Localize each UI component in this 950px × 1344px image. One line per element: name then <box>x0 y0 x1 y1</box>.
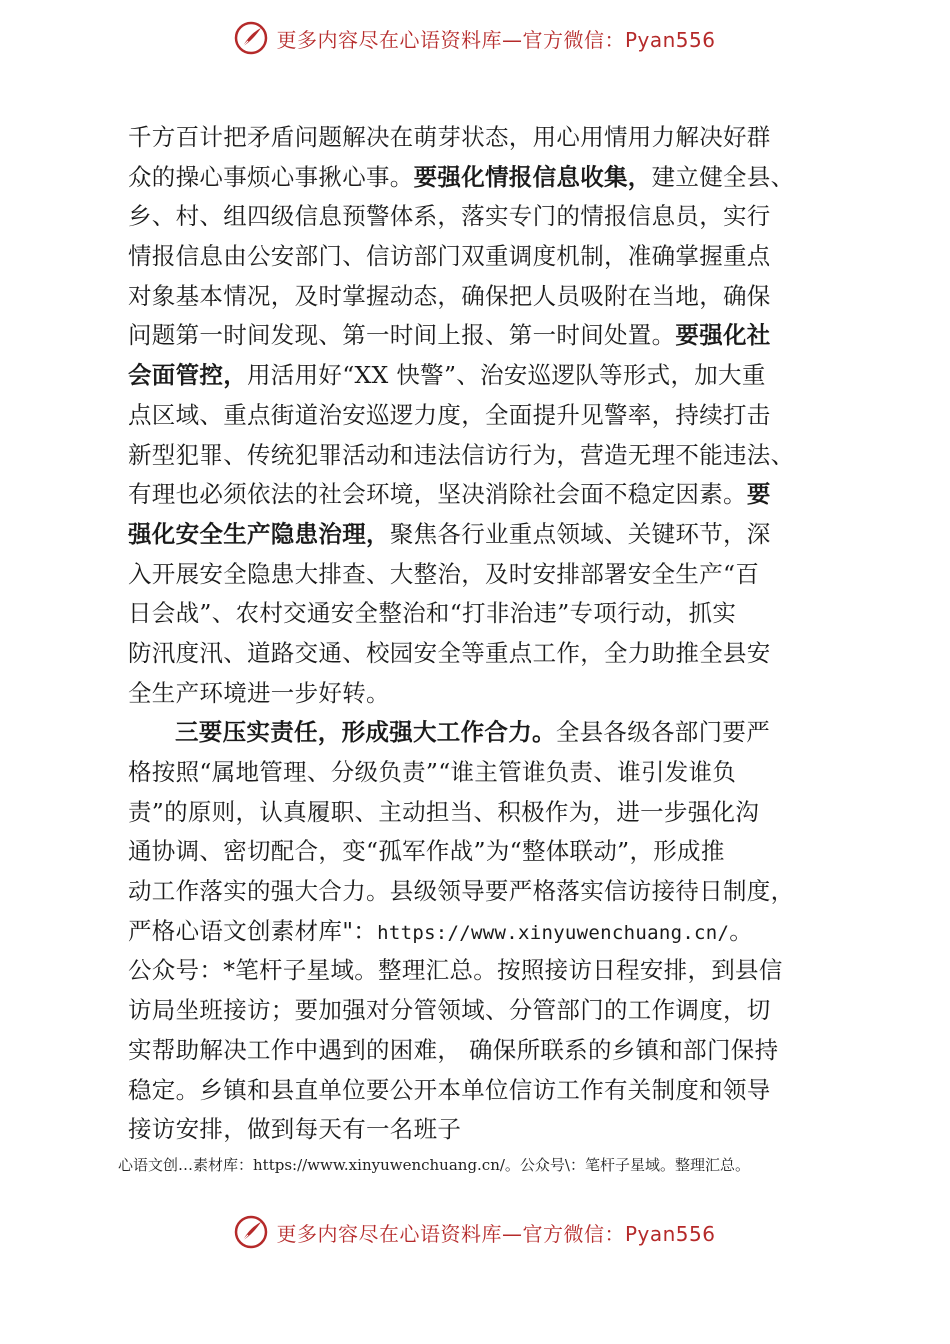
text-run: 对象基本情况，及时掌握动态，确保把人员吸附在当地，确保 <box>128 281 771 310</box>
text-line <box>128 912 828 952</box>
text-run: 责”的原则，认真履职、主动担当、积极作为，进一步强化沟 <box>128 797 760 826</box>
text-line <box>128 713 828 753</box>
text-line <box>128 832 828 872</box>
text-line <box>128 872 828 912</box>
footer-source-note: 心语文创…素材库：https://www.xinyuwenchuang.cn/。公众号\：笔杆子星域。整理汇总。 <box>118 1156 750 1174</box>
text-line <box>128 634 828 674</box>
text-line <box>128 1031 828 1071</box>
bold-text-run: 要强化情报信息收集， <box>413 162 652 191</box>
bold-text-run: 三要压实责任，形成强大工作合力。 <box>175 718 556 747</box>
text-run: 接访安排，做到每天有一名班子 <box>128 1115 462 1144</box>
footer-watermark-banner <box>0 1208 950 1256</box>
text-line <box>128 396 828 436</box>
banner-text: 更多内容尽在心语资料库—官方微信：Pyan556 <box>276 1221 716 1246</box>
text-line <box>128 674 828 714</box>
text-run: 日会战”、农村交通安全整治和“打非治违”专项行动，抓实 <box>128 599 737 628</box>
text-run: 公众号：*笔杆子星域。整理汇总。按照接访日程安排，到县信 <box>128 956 783 985</box>
text-line <box>128 991 828 1031</box>
text-run: 新型犯罪、传统犯罪活动和违法信访行为，营造无理不能违法、 <box>128 440 795 469</box>
text-run: 问题第一时间发现、第一时间上报、第一时间处置。 <box>128 321 676 350</box>
text-run: 情报信息由公安部门、信访部门双重调度机制，准确掌握重点 <box>128 242 771 271</box>
text-line <box>128 118 828 158</box>
text-run: 有理也必须依法的社会环境，坚决消除社会面不稳定因素。 <box>128 480 747 509</box>
bold-text-run: 强化安全生产隐患治理， <box>128 519 390 548</box>
bold-text-run: 会面管控， <box>128 361 247 390</box>
text-line <box>128 277 828 317</box>
text-run: 严格心语文创素材库"： <box>128 916 378 945</box>
banner-text: 更多内容尽在心语资料库—官方微信：Pyan556 <box>276 27 716 52</box>
text-run: 入开展安全隐患大排查、大整治，及时安排部署安全生产“百 <box>128 559 760 588</box>
text-line <box>128 436 828 476</box>
text-line <box>128 555 828 595</box>
text-run: 稳定。乡镇和县直单位要公开本单位信访工作有关制度和领导 <box>128 1075 771 1104</box>
text-run: 聚焦各行业重点领域、关键环节，深 <box>389 519 771 548</box>
bold-text-run: 要强化社 <box>675 321 771 350</box>
text-line <box>128 793 828 833</box>
text-line <box>128 316 828 356</box>
text-line <box>128 197 828 237</box>
text-line <box>128 237 828 277</box>
text-run: 建立健全县、 <box>651 162 795 191</box>
bold-text-run: 要 <box>746 480 771 509</box>
text-run: 实帮助解决工作中遇到的困难， 确保所联系的乡镇和部门保持 <box>128 1035 779 1064</box>
text-run: 乡、村、组四级信息预警体系，落实专门的情报信息员，实行 <box>128 202 771 231</box>
text-run: 访局坐班接访；要加强对分管领域、分管部门的工作调度，切 <box>128 996 771 1025</box>
document-body <box>128 118 828 1150</box>
text-run: 防汛度汛、道路交通、校园安全等重点工作，全力助推全县安 <box>128 638 771 667</box>
text-run: 用活用好“XX 快警”、治安巡逻队等形式，加大重 <box>247 361 766 390</box>
text-line <box>128 356 828 396</box>
text-run: 点区域、重点街道治安巡逻力度，全面提升见警率，持续打击 <box>128 400 771 429</box>
text-line <box>128 1071 828 1111</box>
quill-pen-icon <box>234 21 268 55</box>
text-run: 众的操心事烦心事揪心事。 <box>128 162 414 191</box>
text-run: 格按照“属地管理、分级负责”“谁主管谁负责、谁引发谁负 <box>128 758 737 786</box>
text-line <box>128 594 828 634</box>
text-run: 。 <box>729 916 754 945</box>
text-run: 全生产环境进一步好转。 <box>128 678 390 707</box>
text-line <box>128 951 828 991</box>
text-line <box>128 158 828 198</box>
text-run: 动工作落实的强大合力。县级领导要严格落实信访接待日制度， <box>128 877 795 906</box>
text-line <box>128 475 828 515</box>
text-run: 千方百计把矛盾问题解决在萌芽状态，用心用情用力解决好群 <box>128 123 771 151</box>
header-watermark-banner <box>0 14 950 62</box>
text-line <box>128 753 828 793</box>
text-run: 通协调、密切配合，变“孤军作战”为“整体联动”，形成推 <box>128 837 725 866</box>
text-run: https://www.xinyuwenchuang.cn/ <box>377 921 730 944</box>
text-run: 全县各级各部门要严 <box>555 718 771 747</box>
quill-pen-icon <box>234 1215 268 1249</box>
text-line <box>128 515 828 555</box>
text-line <box>128 1110 828 1150</box>
